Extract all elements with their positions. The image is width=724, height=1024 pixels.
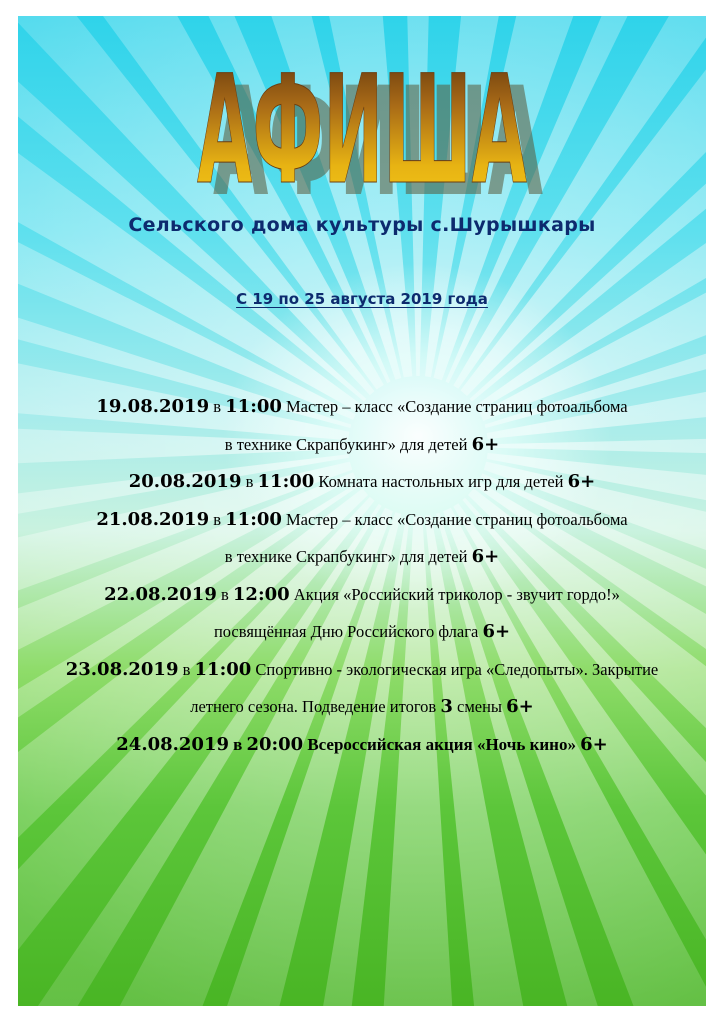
event-description: Мастер – класс «Создание страниц фотоальбома [286,509,628,529]
event-in: в [245,472,254,491]
event-in: в [213,397,222,416]
event-date: 21.08.2019 [96,508,210,530]
event-time: 11:00 [225,396,282,417]
event-time: 11:00 [257,471,315,492]
event-description: Акция «Российский триколор - звучит гордо!» [293,584,620,604]
event-1-line-2 [18,432,706,470]
event-description: посвящённая Дню Российского флага [213,622,479,641]
event-description: в технике Скрапбукинг» для детей [224,547,468,566]
poster-title [18,44,706,214]
event-4-line-2 [18,619,706,657]
event-in: в [220,584,229,604]
event-5-line-2 [18,694,706,732]
event-3-line-2 [18,544,706,582]
period-heading [18,290,706,308]
shift-number: 3 [440,696,453,717]
age-rating: 6+ [580,733,608,755]
age-rating: 6+ [506,696,534,717]
event-description: смены [457,697,503,716]
event-time: 11:00 [194,658,252,680]
event-description: Комната настольных игр для детей [318,472,564,491]
events-list [18,394,706,769]
title-shadow: АФИША [213,56,543,214]
event-3-line-1 [18,507,706,545]
event-description: Всероссийская акция «Ночь кино» [307,734,576,754]
event-time: 11:00 [225,508,282,530]
event-4-line-1 [18,582,706,620]
event-time: 12:00 [232,583,290,605]
event-date: 20.08.2019 [128,471,242,492]
event-in: в [233,734,243,754]
event-description: Мастер – класс «Создание страниц фотоальбома [286,397,628,416]
event-in: в [182,659,191,679]
event-date: 23.08.2019 [65,658,179,680]
event-in: в [213,509,222,529]
event-1-line-1 [18,394,706,432]
event-5-line-1 [18,657,706,695]
event-description: в технике Скрапбукинг» для детей [224,434,468,454]
age-rating: 6+ [567,471,596,492]
age-rating: 6+ [471,433,500,455]
event-6-line-1 [18,732,706,770]
age-rating: 6+ [471,546,500,567]
event-description: Спортивно - экологическая игра «Следопыты». Закрытие [255,659,659,679]
poster-background [18,16,706,1006]
event-time: 20:00 [246,733,304,755]
subtitle: Сельского дома культуры с.Шурышкары [128,214,596,236]
event-date: 24.08.2019 [116,733,230,755]
event-2-line-1 [18,469,706,507]
event-description: летнего сезона. Подведение итогов [190,697,437,716]
age-rating: 6+ [482,621,511,642]
period-text: С 19 по 25 августа 2019 года [236,290,488,308]
title-text: АФИША [197,44,527,214]
event-date: 22.08.2019 [104,583,217,605]
title-artwork [18,44,706,214]
event-date: 19.08.2019 [96,396,210,417]
